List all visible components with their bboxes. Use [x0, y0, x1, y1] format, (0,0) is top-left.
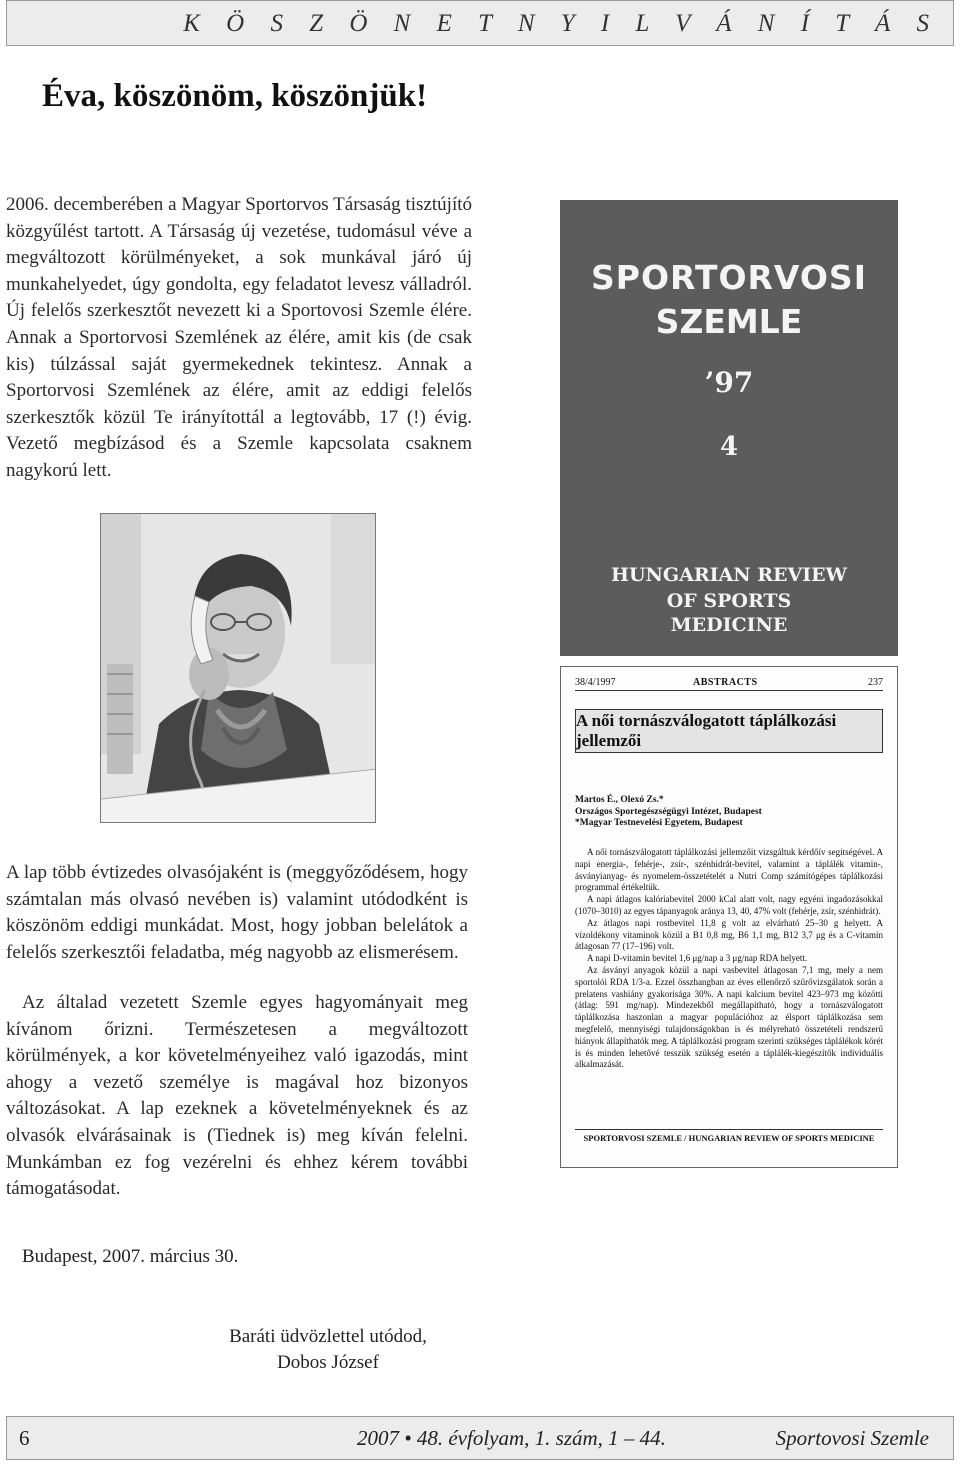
letter-paragraph-2: A lap több évtizedes olvasójaként is (meggyőződésem, hogy számtalan más olvasó nevében is) valamint utódodként is köszönöm eddigi munkádat. Most, hogy jobban belelátok a felelős szerkesztői feladatba, még nagyobb az elismerésem.: [6, 862, 468, 963]
cover-subtitle-line-2: OF SPORTS: [666, 590, 792, 612]
cover-subtitle-line-3: MEDICINE: [670, 614, 788, 636]
dateline: Budapest, 2007. március 30.: [22, 1246, 239, 1267]
page-title: Éva, köszönöm, köszönjük!: [42, 78, 428, 114]
cover-issue: 4: [719, 432, 739, 462]
abstract-page-number: 237: [868, 677, 883, 688]
abstract-body-paragraph: Az ásványi anyagok közül a napi vasbevitel átlagosan 7,1 mg, mely a nem sportolói RDA 1/3-a. Ezzel összhangban az éves ellenőrző szűrővizsgálatok során a prelatens vashiány gyakorisága 30%. A napi kalcium bevitel 423–973 mg közötti (átlag: 591 mg/nap). Mindezekből megállapítható, hogy a tornászválogatott táplálkozása haszonlan a magyar populációhoz az élsport táplálkozása sem megfelelő, mennyiségi tulajdonságokban is és mélyreható összetételi rendszerű hiányok állapíthatók meg. A táplálkozási program szerinti szükséges táplálékok körét is és minden lehetővé tesszük szükség esetén a táplálék-kiegészítők individuális alkalmazását.: [575, 964, 883, 1070]
abstract-body-paragraph: A napi D-vitamin bevitel 1,6 μg/nap a 3 μg/nap RDA helyett.: [587, 953, 808, 964]
abstract-author-names: Martos É., Olexó Zs.*: [575, 795, 664, 805]
abstract-affiliation-2: *Magyar Testnevelési Egyetem, Budapest: [575, 818, 743, 828]
closing-salutation: Baráti üdvözlettel utódod,: [229, 1326, 427, 1347]
abstract-issue-ref: 38/4/1997: [575, 677, 616, 688]
abstract-authors: [575, 795, 883, 830]
portrait-photo: [100, 513, 376, 823]
footer-band: [6, 1416, 954, 1460]
abstract-footer: SPORTORVOSI SZEMLE / HUNGARIAN REVIEW OF SPORTS MEDICINE: [575, 1129, 883, 1143]
abstract-body-paragraph: A napi átlagos kalóriabevitel 2000 kCal alatt volt, nagy egyéni ingadozásokkal (1070–3010) az egyes tápanyagok aránya 13, 40, 47% volt (fehérje, zsír, szénhidrát).: [575, 894, 883, 916]
cover-year: ’97: [704, 366, 754, 399]
journal-name: Sportovosi Szemle: [775, 1426, 929, 1450]
abstract-section: ABSTRACTS: [693, 677, 758, 688]
signature: Dobos József: [277, 1352, 379, 1373]
abstract-page: [560, 666, 898, 1168]
abstract-title: A női tornászválogatott táplálkozási jellemzői: [575, 709, 883, 753]
cover-title-line-2: SZEMLE: [655, 302, 803, 341]
abstract-body-paragraph: A női tornászválogatott táplálkozási jellemzőit vizsgáltuk kérdőív segítségével. A napi energia-, fehérje-, zsír-, szénhidrát-bevitel, valamint a táplálék vitamin-, ásványianyag- és nyomelem-összetételét a Nutri Comp számítógépes táplálkozási programmal értékeltük.: [575, 847, 883, 893]
abstract-body-paragraph: Az átlagos napi rostbevitel 11,8 g volt az elvárható 25–30 g helyett. A vízoldékony vitaminok közül a B1 0,8 mg, B6 1,1 mg, B12 3,7 μg és a C-vitamin átlagosan 77 (17–196) volt.: [575, 917, 883, 952]
abstract-body: [575, 847, 883, 1071]
section-label: K Ö S Z Ö N E T N Y I L V Á N Í T Á S: [183, 10, 939, 37]
closing-block: [220, 1324, 436, 1376]
portrait-illustration: [101, 514, 376, 823]
letter-paragraph-3: Az általad vezetett Szemle egyes hagyományait meg kívánom őrizni. Természetesen a megváltozott körülmények, a kor követelményeihez való igazodás, mint ahogy a vezető személye is magával hoz bizonyos változásokat. A lap ezeknek a követelményeknek és az olvasók elvárásainak is (Tiednek is) meg kíván felelni. Munkámban ez fog vezérelni és ehhez kérem további támogatásodat.: [6, 992, 468, 1200]
journal-cover: [560, 200, 898, 656]
cover-title-line-1: SPORTORVOSI: [591, 258, 867, 297]
page-number: 6: [19, 1426, 30, 1450]
abstract-header: [575, 677, 883, 691]
volume-info: 2007 • 48. évfolyam, 1. szám, 1 – 44.: [357, 1426, 666, 1450]
cover-subtitle-line-1: HUNGARIAN REVIEW: [611, 564, 847, 586]
header-band: [6, 0, 954, 46]
letter-paragraph-1: 2006. decemberében a Magyar Sportorvos Társaság tisztújító közgyűlést tartott. A Társaság új vezetése, tudomásul véve a megváltozott körülményeket, a sok munkával járó új munkahelyedet, úgy gondolta, egy feladatot levesz válladról. Új felelős szerkesztőt nevezett ki a Sportovosi Szemle élére. Annak a Sportorvosi Szemlének az élére, amit kis (de csak kis) túlzással saját gyermekednek tekintesz. Annak a Sportorvosi Szemlének az élére, amit az eddigi felelős szerkesztők közül Te irányítottál a legtovább, 17 (!) évig. Vezető megbízásod és a Szemle kapcsolata csaknem nagykorú lett.: [6, 194, 472, 481]
abstract-affiliation-1: Országos Sportegészségügyi Intézet, Budapest: [575, 806, 762, 817]
